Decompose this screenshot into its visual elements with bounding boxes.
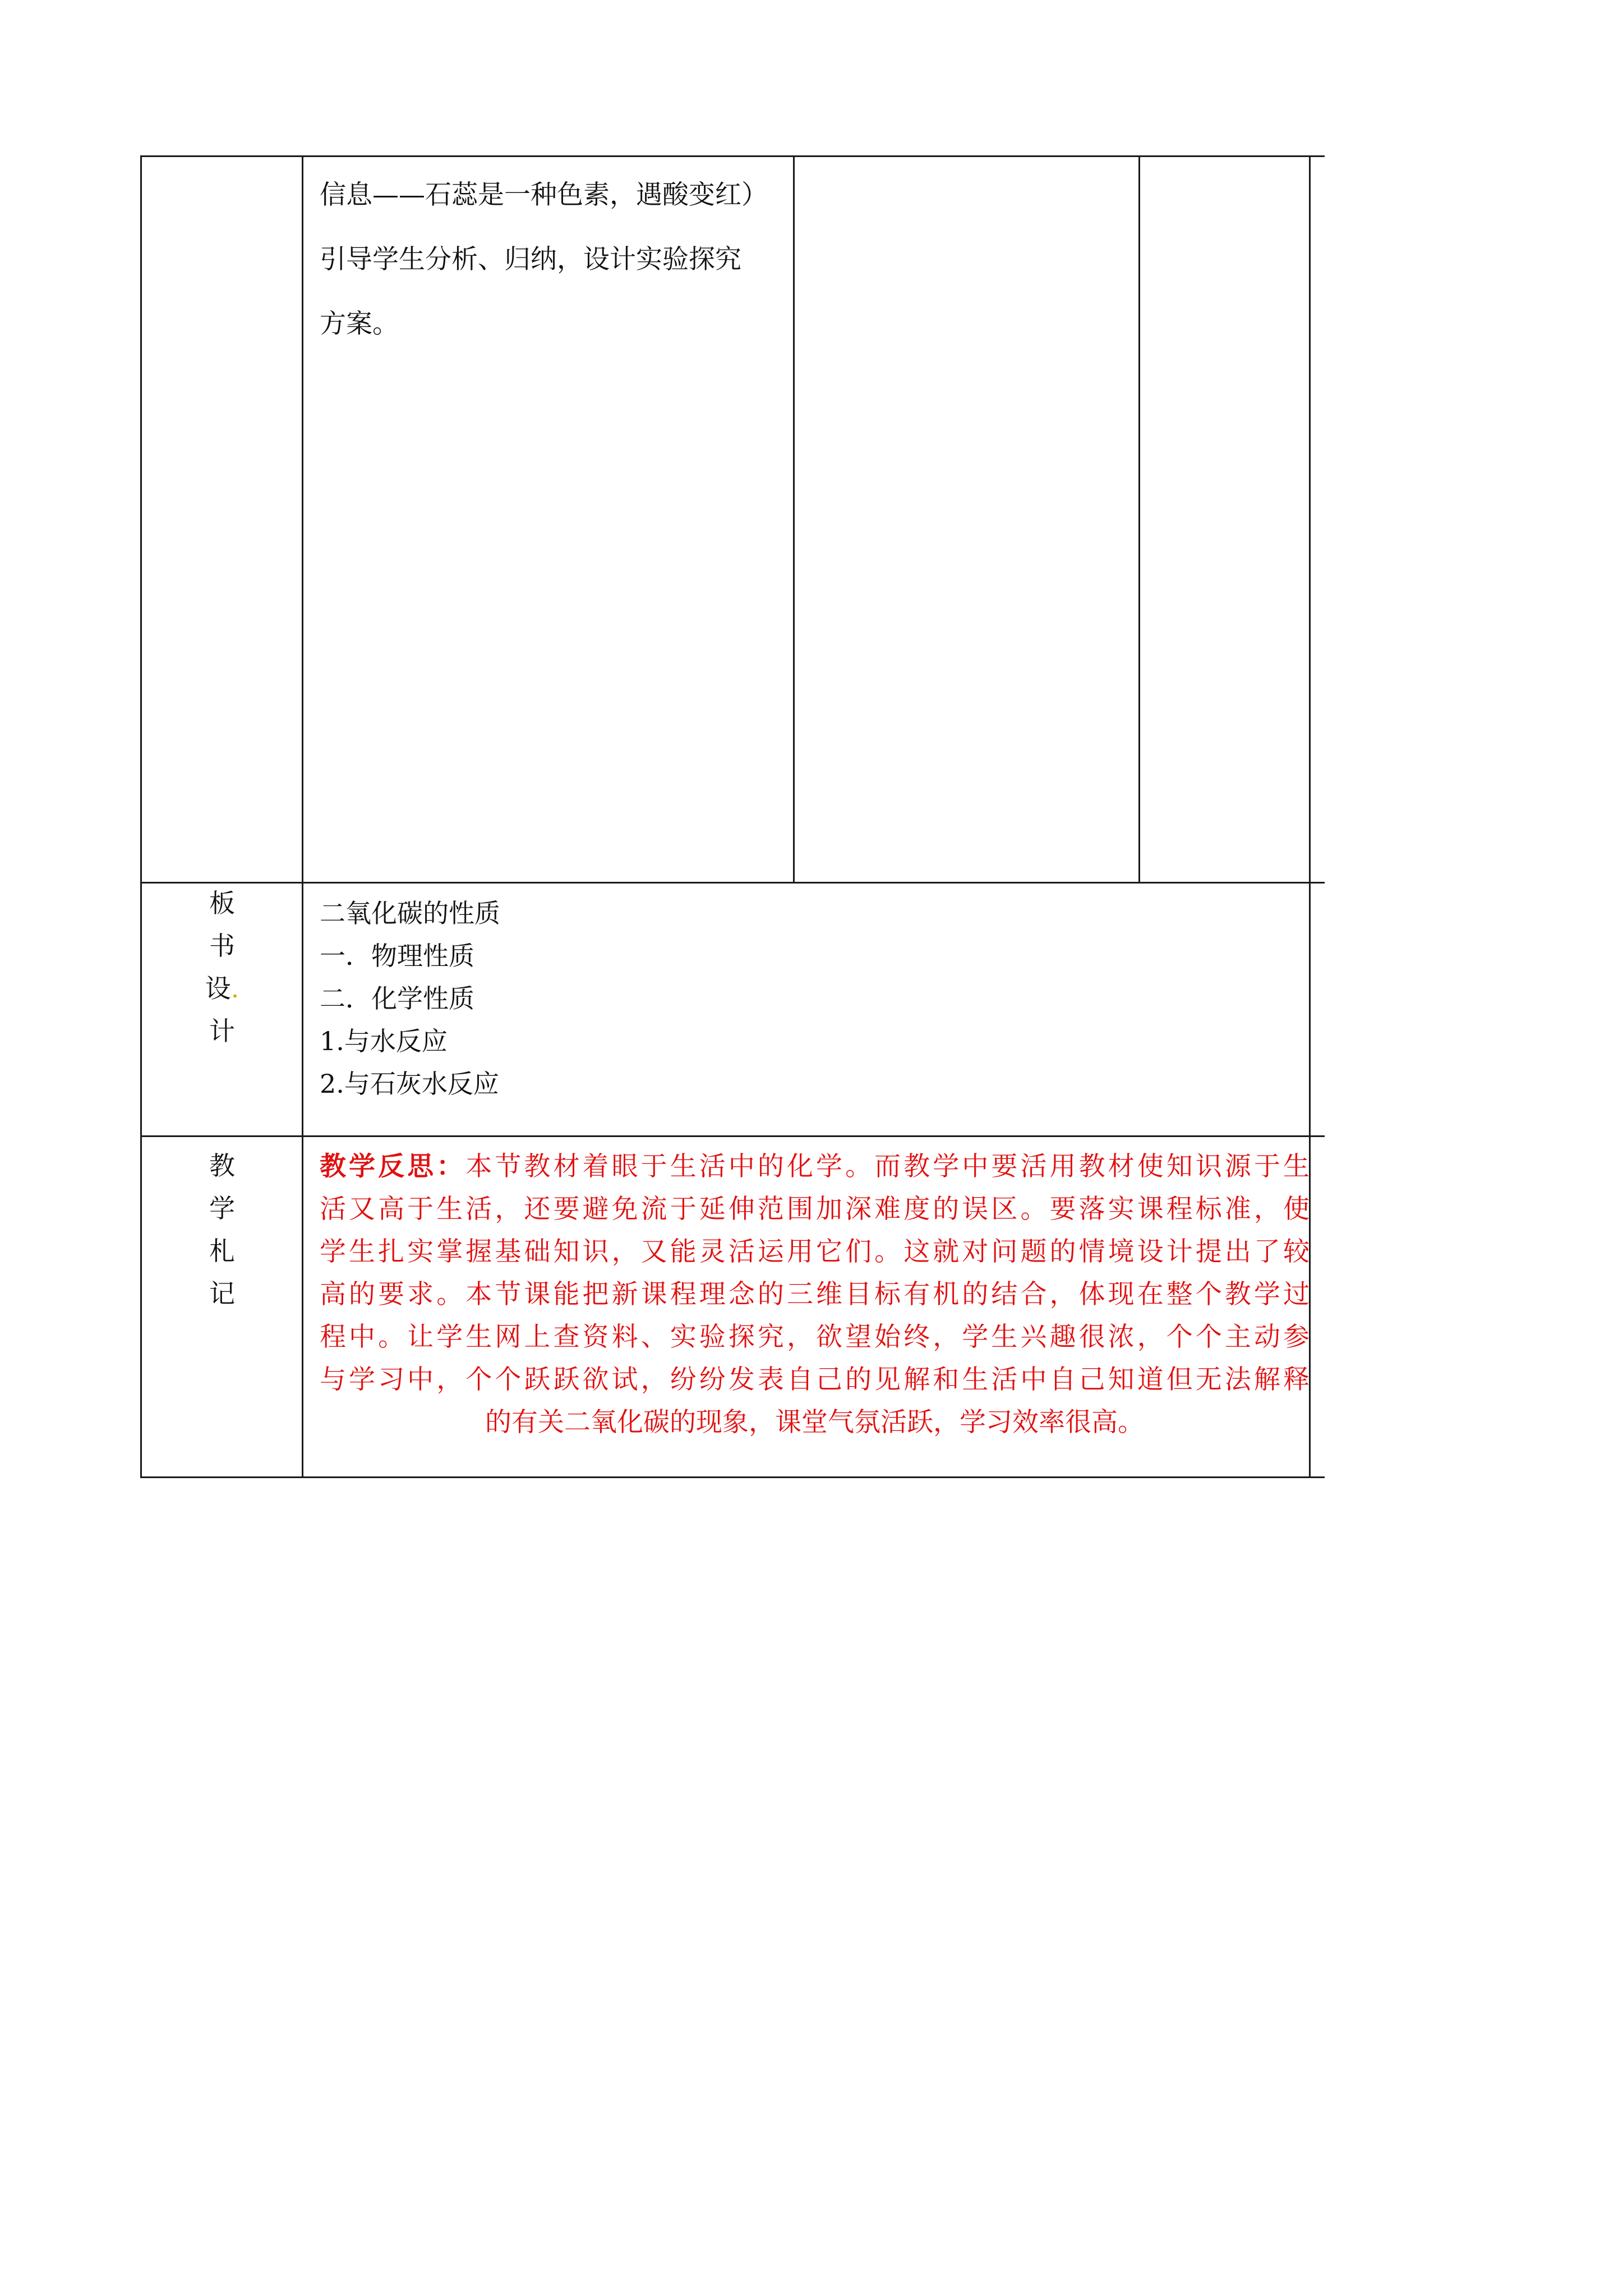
board-label-char-with-dot: 设.: [205, 973, 239, 1004]
process-cell-text: [320, 163, 768, 356]
board-line: 1.与水反应: [320, 1026, 448, 1056]
reflection-heading: 教学反思：: [320, 1151, 466, 1182]
reflection-line: 学生扎实掌握基础知识，又能灵活运用它们。这就对问题的情境设计提出了较: [320, 1236, 1310, 1267]
notes-label-char: 学: [209, 1193, 235, 1223]
board-design-content: [320, 892, 500, 1105]
reflection-line: 活又高于生活，还要避免流于延伸范围加深难度的误区。要落实课程标准，使: [320, 1194, 1310, 1225]
row-divider-notes: [140, 1135, 1325, 1137]
board-line: 2.与石灰水反应: [320, 1069, 499, 1099]
table-bottom-border: [140, 1476, 1325, 1478]
process-line: 方案。: [320, 309, 399, 339]
notes-label-char: 记: [209, 1278, 235, 1309]
reflection-line: 与学习中，个个跃跃欲试，纷纷发表自己的见解和生活中自己知道但无法解释: [320, 1364, 1310, 1395]
notes-label-char: 札: [209, 1236, 235, 1266]
teaching-notes-label: [141, 1144, 303, 1315]
reflection-line: 教学反思：本节教材着眼于生活中的化学。而教学中要活用教材使知识源于生: [320, 1151, 1310, 1182]
table-top-border: [140, 155, 1325, 157]
board-label-char: 板: [209, 888, 235, 918]
board-label-char: 计: [209, 1016, 235, 1046]
board-label-char: 书: [209, 931, 235, 961]
board-line: 一．物理性质: [320, 941, 474, 971]
column-divider-3: [793, 155, 795, 884]
teaching-reflection-text: [320, 1145, 1310, 1444]
notes-label-char: 教: [209, 1151, 235, 1181]
board-line: 二氧化碳的性质: [320, 898, 500, 928]
row-divider-board: [140, 882, 1325, 884]
reflection-line: 的有关二氧化碳的现象，课堂气氛活跃，学习效率很高。: [485, 1407, 1144, 1438]
reflection-line: 高的要求。本节课能把新课程理念的三维目标有机的结合，体现在整个教学过: [320, 1279, 1310, 1310]
reflection-line: 程中。让学生网上查资料、实验探究，欲望始终，学生兴趣很浓，个个主动参: [320, 1322, 1310, 1352]
process-line: 信息——石蕊是一种色素，遇酸变红）: [320, 180, 768, 210]
process-line: 引导学生分析、归纳，设计实验探究: [320, 244, 741, 275]
yellow-dot-mark: .: [230, 973, 239, 1004]
board-design-label: [141, 882, 303, 1052]
column-divider-4: [1138, 155, 1140, 884]
board-line: 二．化学性质: [320, 983, 474, 1014]
